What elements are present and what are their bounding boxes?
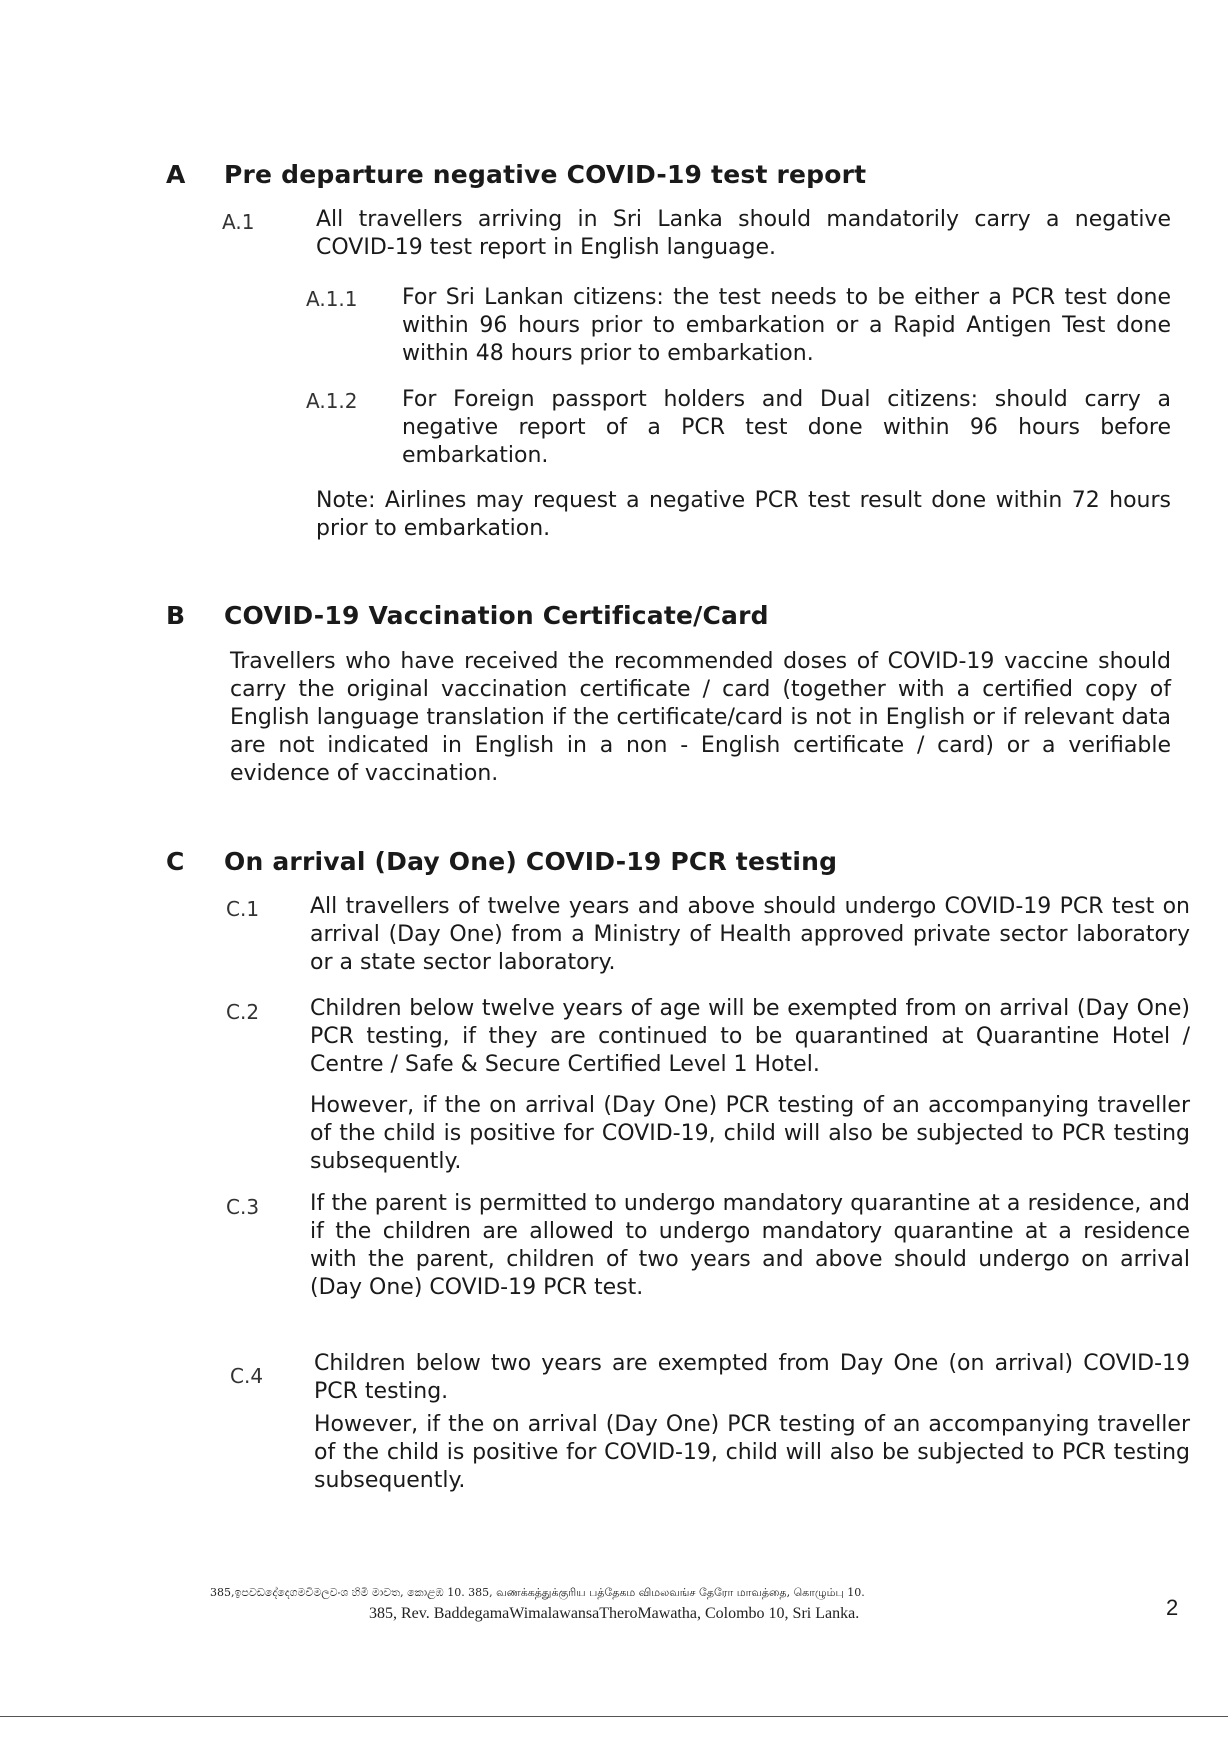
item-c2-followup-text: However, if the on arrival (Day One) PCR testing of an accompanying traveller of the child is positive for COVID-19, child will also be subjected to PCR testing subsequently. <box>310 1093 1190 1174</box>
section-b-title: COVID-19 Vaccination Certificate/Card <box>224 601 769 630</box>
item-c2-number: C.2 <box>226 1000 260 1024</box>
item-c4-number: C.4 <box>230 1364 264 1388</box>
footer-address-english: 385, Rev. BaddegamaWimalawansaTheroMawatha, Colombo 10, Sri Lanka. <box>369 1605 860 1622</box>
section-a-letter: A <box>166 160 186 189</box>
item-c3-text: If the parent is permitted to undergo mandatory quarantine at a residence, and if the children are allowed to undergo mandatory quarantine at a residence with the parent, children of two years and above should undergo on arrival (Day One) COVID-19 PCR test. <box>310 1191 1190 1300</box>
item-c1-number: C.1 <box>226 897 260 921</box>
item-c4-text: Children below two years are exempted from Day One (on arrival) COVID-19 PCR testing. <box>314 1351 1190 1404</box>
item-a1-number: A.1 <box>222 210 255 234</box>
section-c-title: On arrival (Day One) COVID-19 PCR testing <box>224 847 838 876</box>
section-b-text: Travellers who have received the recommended doses of COVID-19 vaccine should carry the original vaccination certificate / card (together with a certified copy of English language translation if the certificate/card is not in English or if relevant data are not indicated in English in a non - English certificate / card) or a verifiable evidence of vaccination. <box>230 649 1171 786</box>
section-a-title: Pre departure negative COVID-19 test report <box>224 160 867 189</box>
item-c4-followup-text: However, if the on arrival (Day One) PCR testing of an accompanying traveller of the child is positive for COVID-19, child will also be subjected to PCR testing subsequently. <box>314 1412 1190 1493</box>
page-number: 2 <box>1166 1595 1179 1620</box>
item-c1-text: All travellers of twelve years and above should undergo COVID-19 PCR test on arrival (Day One) from a Ministry of Health approved private sector laboratory or a state sector laboratory. <box>310 894 1190 975</box>
item-c2-text: Children below twelve years of age will be exempted from on arrival (Day One) PCR testing, if they are continued to be quarantined at Quarantine Hotel / Centre / Safe & Secure Certified Level 1 Hotel. <box>310 996 1190 1077</box>
item-a1-text: All travellers arriving in Sri Lanka should mandatorily carry a negative COVID-19 test report in English language. <box>316 207 1171 260</box>
item-a11-text: For Sri Lankan citizens: the test needs to be either a PCR test done within 96 hours prior to embarkation or a Rapid Antigen Test done within 48 hours prior to embarkation. <box>402 285 1171 366</box>
item-a12-number: A.1.2 <box>306 389 358 413</box>
item-c3-number: C.3 <box>226 1195 260 1219</box>
item-a11-number: A.1.1 <box>306 287 358 311</box>
note-text: Note: Airlines may request a negative PCR test result done within 72 hours prior to embarkation. <box>316 488 1171 541</box>
bottom-divider <box>0 1716 1228 1717</box>
section-c-letter: C <box>166 847 185 876</box>
section-b-letter: B <box>166 601 186 630</box>
item-a12-text: For Foreign passport holders and Dual citizens: should carry a negative report of a PCR test done within 96 hours before embarkation. <box>402 387 1171 468</box>
footer-address-local: 385,ඉපවඩදේදෙගමවිමලවංශ හිමි මාවත, කොළඹ 10. 385, வணக்கத்துக்குரிய பத்தேகம விமலவங்ச தேரோ மாவத்தை, கொழும்பு 10. <box>210 1586 865 1599</box>
